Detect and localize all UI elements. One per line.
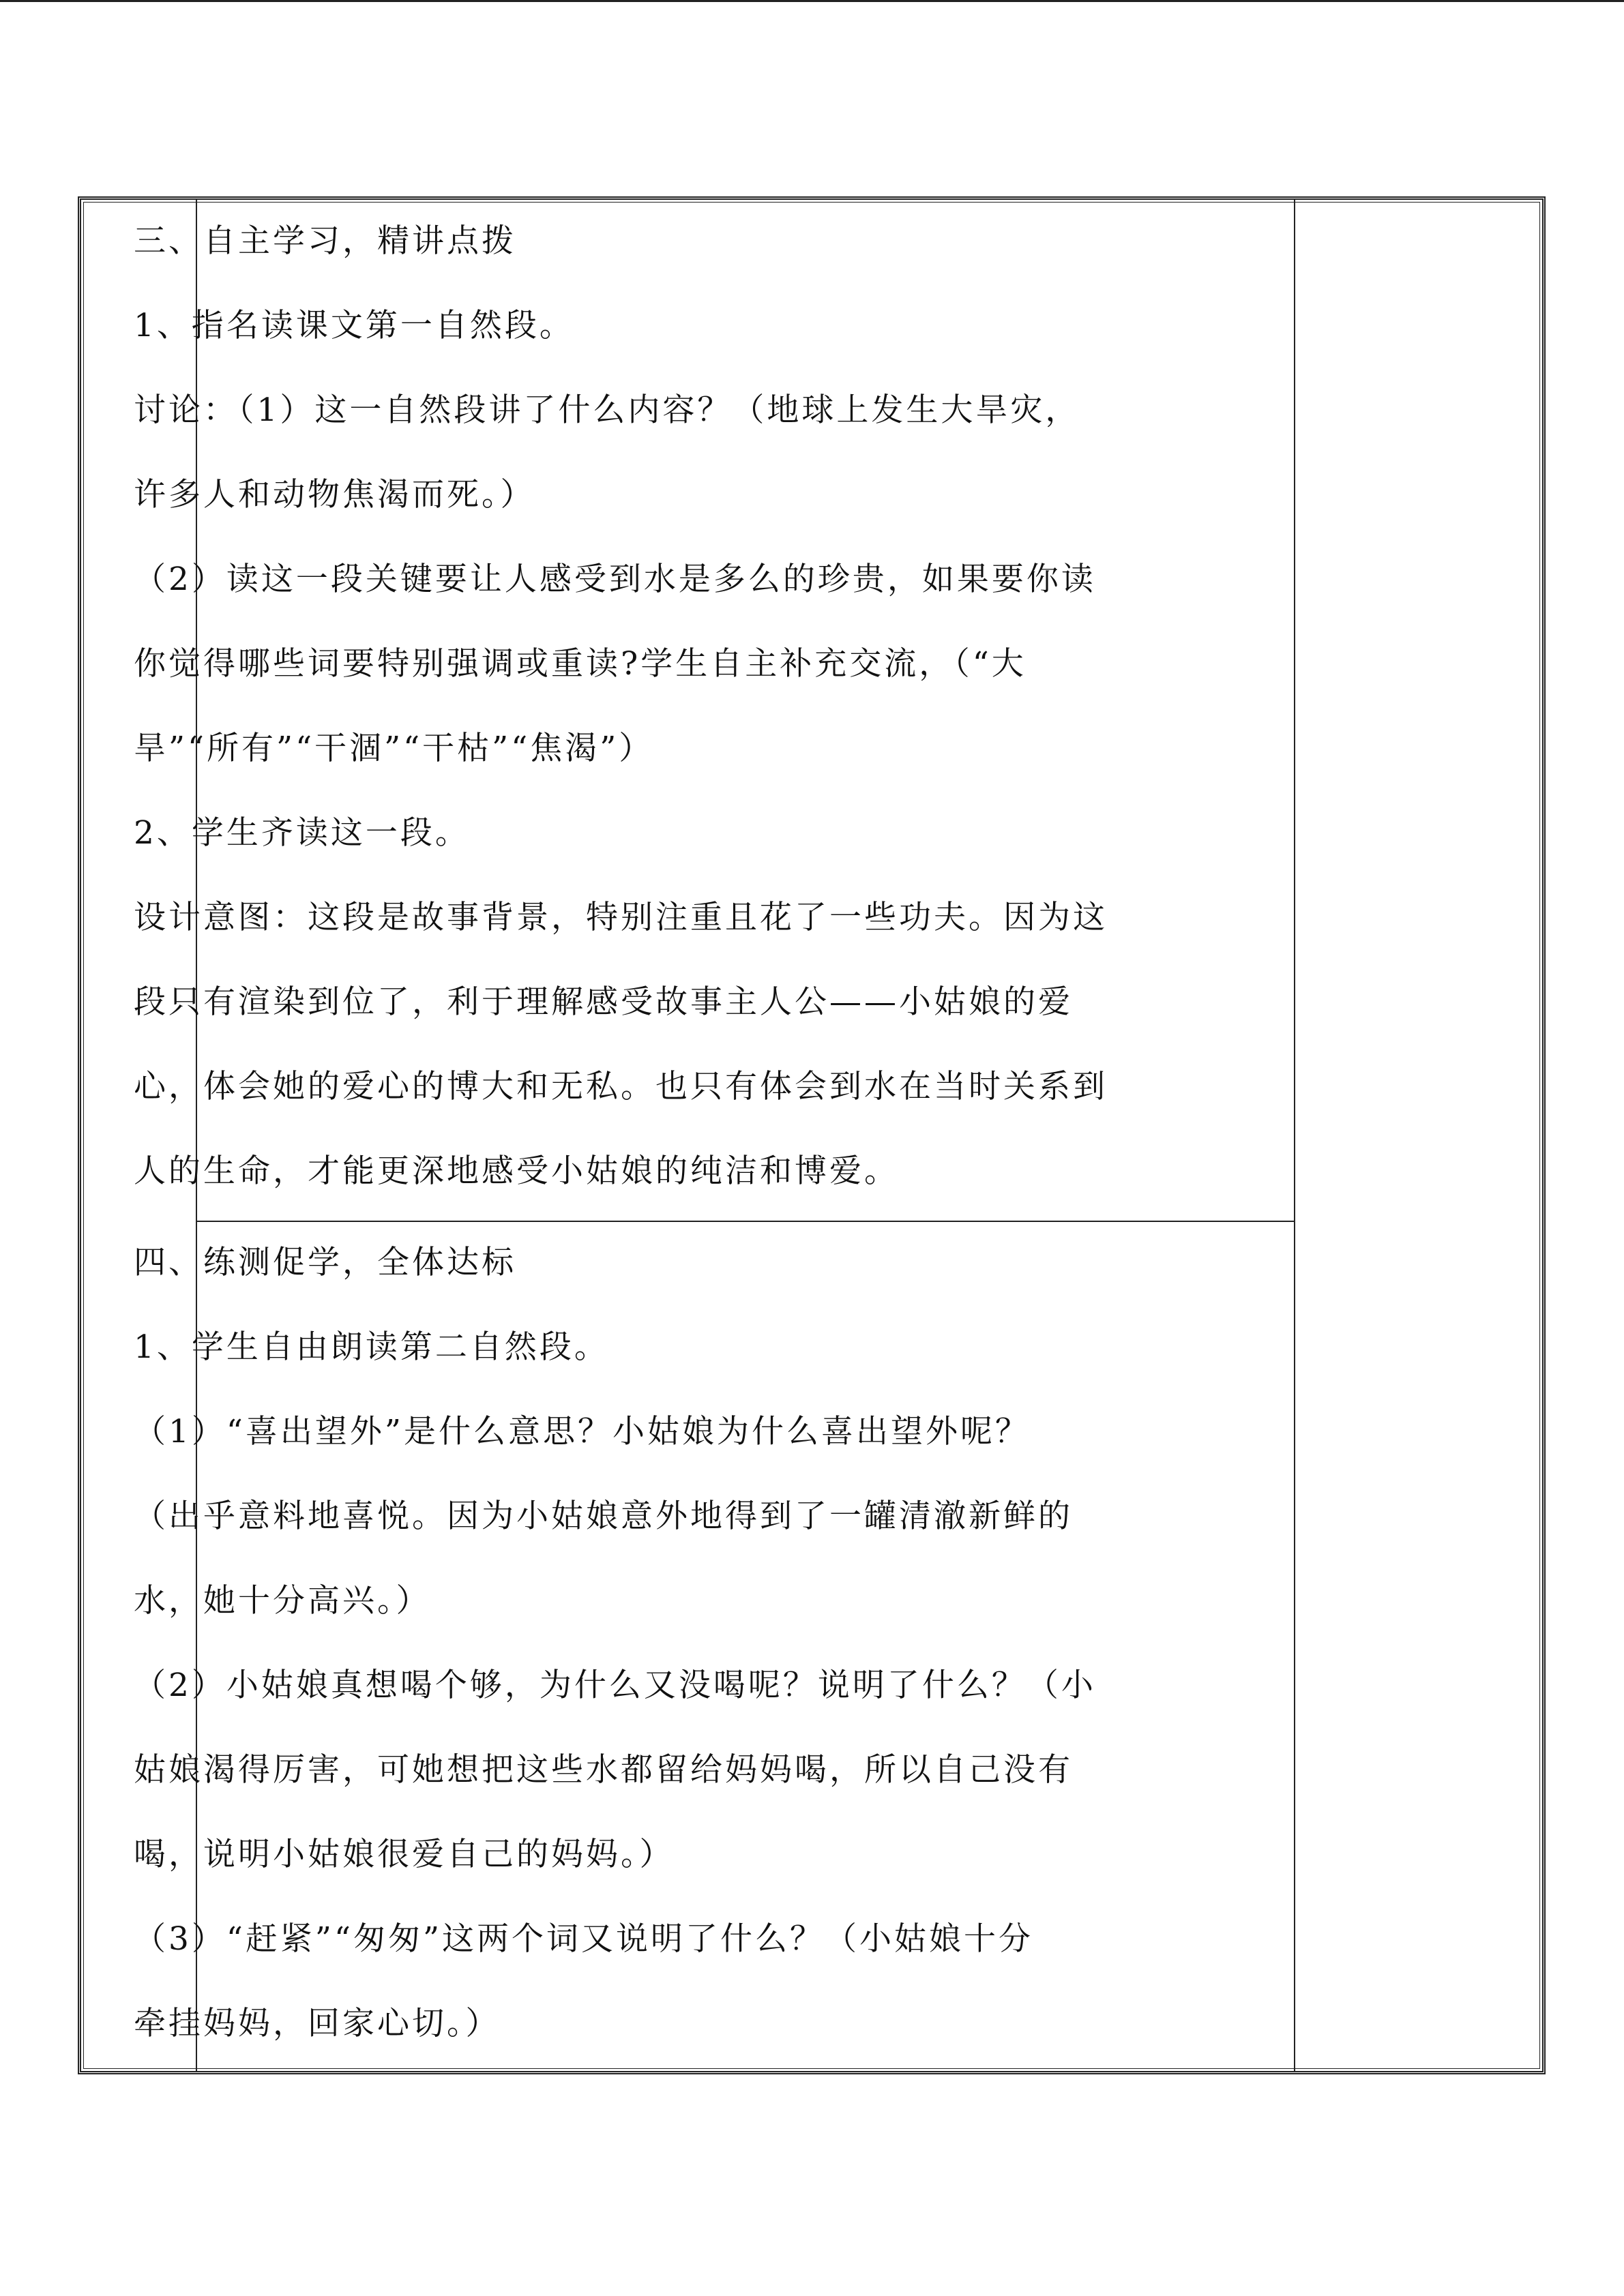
section-3-line: 段只有渲染到位了，利于理解感受故事主人公——小姑娘的爱: [134, 983, 1073, 1021]
section-3-line: 你觉得哪些词要特别强调或重读?学生自主补充交流，（“大: [134, 645, 1027, 683]
section-3-line: 旱”“所有”“干涸”“干枯”“焦渴”）: [134, 730, 654, 767]
section-4-content: [134, 1242, 1205, 2045]
section-4-line: 姑娘渴得厉害，可她想把这些水都留给妈妈喝，所以自己没有: [134, 1751, 1073, 1789]
section-4-heading: 四、练测促学，全体达标: [134, 1244, 516, 1281]
section-4-line: 牵挂妈妈，回家心切。）: [134, 2005, 501, 2042]
right-column-divider: [1294, 200, 1295, 2071]
section-3-line: 1、指名读课文第一自然段。: [134, 307, 574, 344]
section-4-line: 1、学生自由朗读第二自然段。: [134, 1328, 609, 1366]
section-3-line: 2、学生齐读这一段。: [134, 814, 470, 852]
section-4-line: （1）“喜出望外”是什么意思？小姑娘为什么喜出望外呢？: [134, 1413, 1030, 1450]
section-3-line: 讨论：（1）这一自然段讲了什么内容？（地球上发生大旱灾，: [134, 391, 1080, 429]
section-3-line: 人的生命，才能更深地感受小姑娘的纯洁和博爱。: [134, 1152, 899, 1190]
section-4-line: （3）“赶紧”“匆匆”这两个词又说明了什么？（小姑娘十分: [134, 1920, 1034, 1958]
section-3-line: 许多人和动物焦渴而死。）: [134, 476, 535, 513]
section-4-line: （出乎意料地喜悦。因为小姑娘意外地得到了一罐清澈新鲜的: [134, 1497, 1073, 1535]
section-4-line: 喝，说明小姑娘很爱自己的妈妈。）: [134, 1836, 675, 1873]
section-4-line: （2）小姑娘真想喝个够，为什么又没喝呢？说明了什么？（小: [134, 1667, 1096, 1704]
section-3-content: [134, 220, 1205, 1193]
section-4-line: 水，她十分高兴。）: [134, 1582, 431, 1620]
section-row-divider: [197, 1221, 1294, 1222]
section-3-line: 心，体会她的爱心的博大和无私。也只有体会到水在当时关系到: [134, 1068, 1108, 1105]
section-3-line: 设计意图：这段是故事背景，特别注重且花了一些功夫。因为这: [134, 899, 1108, 936]
section-3-heading: 三、自主学习，精讲点拨: [134, 222, 516, 260]
section-3-line: （2）读这一段关键要让人感受到水是多么的珍贵，如果要你读: [134, 561, 1096, 598]
page-top-rule: [0, 0, 1624, 2]
